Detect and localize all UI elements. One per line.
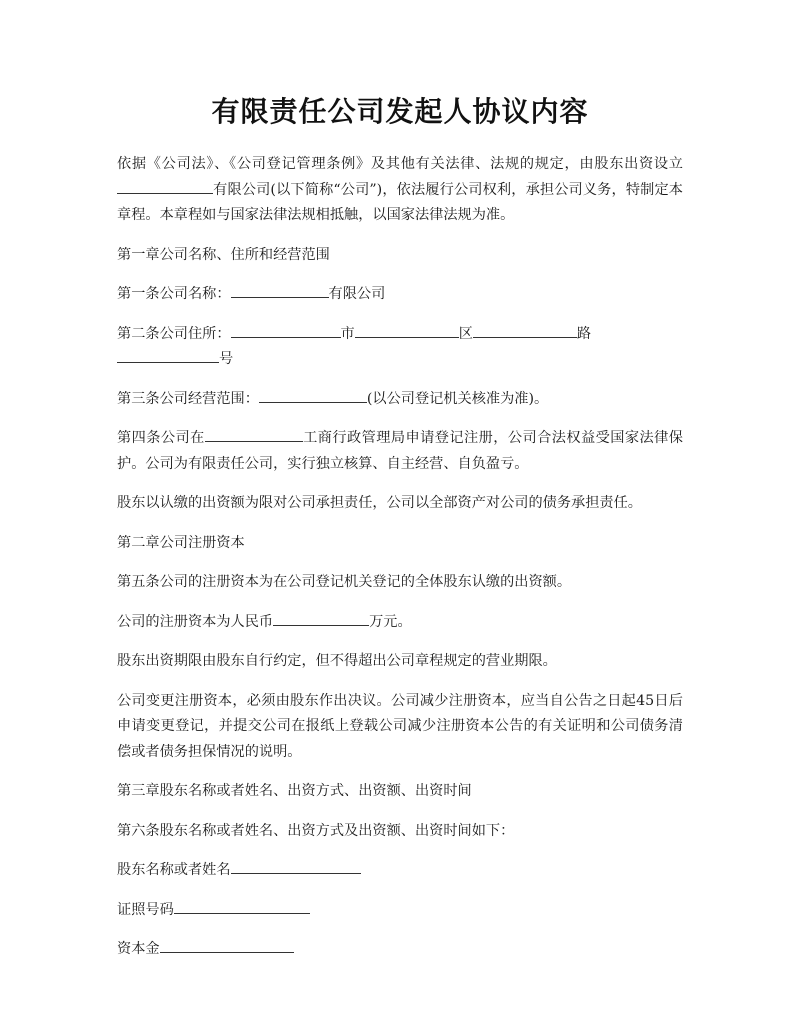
capital-unit: 万元。 (369, 613, 412, 630)
contribution-term-paragraph: 股东出资期限由股东自行约定，但不得超出公司章程规定的营业期限。 (117, 653, 557, 669)
district-label: 区 (458, 325, 473, 342)
license-number-label: 证照号码 (117, 901, 174, 918)
article-4 (117, 426, 683, 477)
shareholder-name-blank (231, 859, 361, 874)
capital-label: 公司的注册资本为人民币 (117, 613, 274, 630)
capital-change-paragraph: 公司变更注册资本，必须由股东作出决议。公司减少注册资本，应当自公告之日起45日后申请变更登记，并提交公司在报纸上登载公司减少注册资本公告的有关证明和公司债务清偿或者债务担保情况的说明。 (117, 692, 683, 760)
article-1-suffix: 有限公司 (328, 286, 386, 302)
intro-text-b: 有限公司(以下简称“公司”)，依法履行公司权利，承担公司义务，特制定本章程。本章程如与国家法律法规相抵触，以国家法律法规为准。 (117, 181, 683, 223)
document-page (117, 92, 683, 977)
chapter-3-heading: 第三章股东名称或者姓名、出资方式、出资额、出资时间 (117, 783, 472, 799)
capital-line-label: 资本金 (117, 941, 160, 957)
shareholder-name-line (117, 858, 683, 884)
article-1-name-blank (231, 283, 329, 298)
liability-paragraph: 股东以认缴的出资额为限对公司承担责任，公司以全部资产对公司的债务承担责任。 (117, 495, 642, 511)
company-name-blank (117, 179, 213, 194)
registered-capital-paragraph (117, 610, 683, 636)
article-3-suffix: (以公司登记机关核准为准)。 (366, 390, 549, 407)
chapter-1-heading: 第一章公司名称、住所和经营范围 (117, 246, 330, 263)
city-label: 市 (340, 325, 355, 342)
document-title: 有限责任公司发起人协议内容 (211, 95, 589, 128)
article-1 (117, 282, 683, 308)
article-2-label: 第二条公司住所： (117, 325, 231, 342)
license-number-blank (174, 899, 310, 914)
article-2 (117, 322, 683, 373)
shareholder-name-label: 股东名称或者姓名 (117, 862, 231, 878)
capital-line-blank (160, 938, 294, 953)
article-6: 第六条股东名称或者姓名、出资方式及出资额、出资时间如下： (117, 822, 515, 839)
article-1-label: 第一条公司名称： (117, 286, 231, 302)
license-number-line (117, 898, 683, 924)
city-blank (231, 323, 341, 338)
intro-text-a: 依据《公司法》、《公司登记管理条例》及其他有关法律、法规的规定，由股东出资设立 (117, 156, 683, 172)
capital-amount-blank (273, 611, 369, 626)
article-3 (117, 387, 683, 413)
capital-line (117, 937, 683, 963)
article-4-label: 第四条公司在 (117, 430, 205, 446)
registration-bureau-blank (205, 427, 303, 442)
number-blank (117, 348, 219, 363)
road-blank (473, 323, 577, 338)
district-blank (355, 323, 459, 338)
chapter-2-heading: 第二章公司注册资本 (117, 534, 245, 551)
article-3-label: 第三条公司经营范围： (117, 390, 259, 407)
article-4-text: 工商行政管理局申请登记注册，公司合法权益受国家法律保护。公司为有限责任公司，实行独立核算、自主经营、自负盈亏。 (117, 430, 683, 472)
intro-paragraph (117, 152, 683, 229)
road-label: 路 (576, 325, 592, 342)
number-label: 号 (219, 351, 234, 367)
article-5: 第五条公司的注册资本为在公司登记机关登记的全体股东认缴的出资额。 (117, 574, 572, 590)
business-scope-blank (259, 388, 367, 403)
